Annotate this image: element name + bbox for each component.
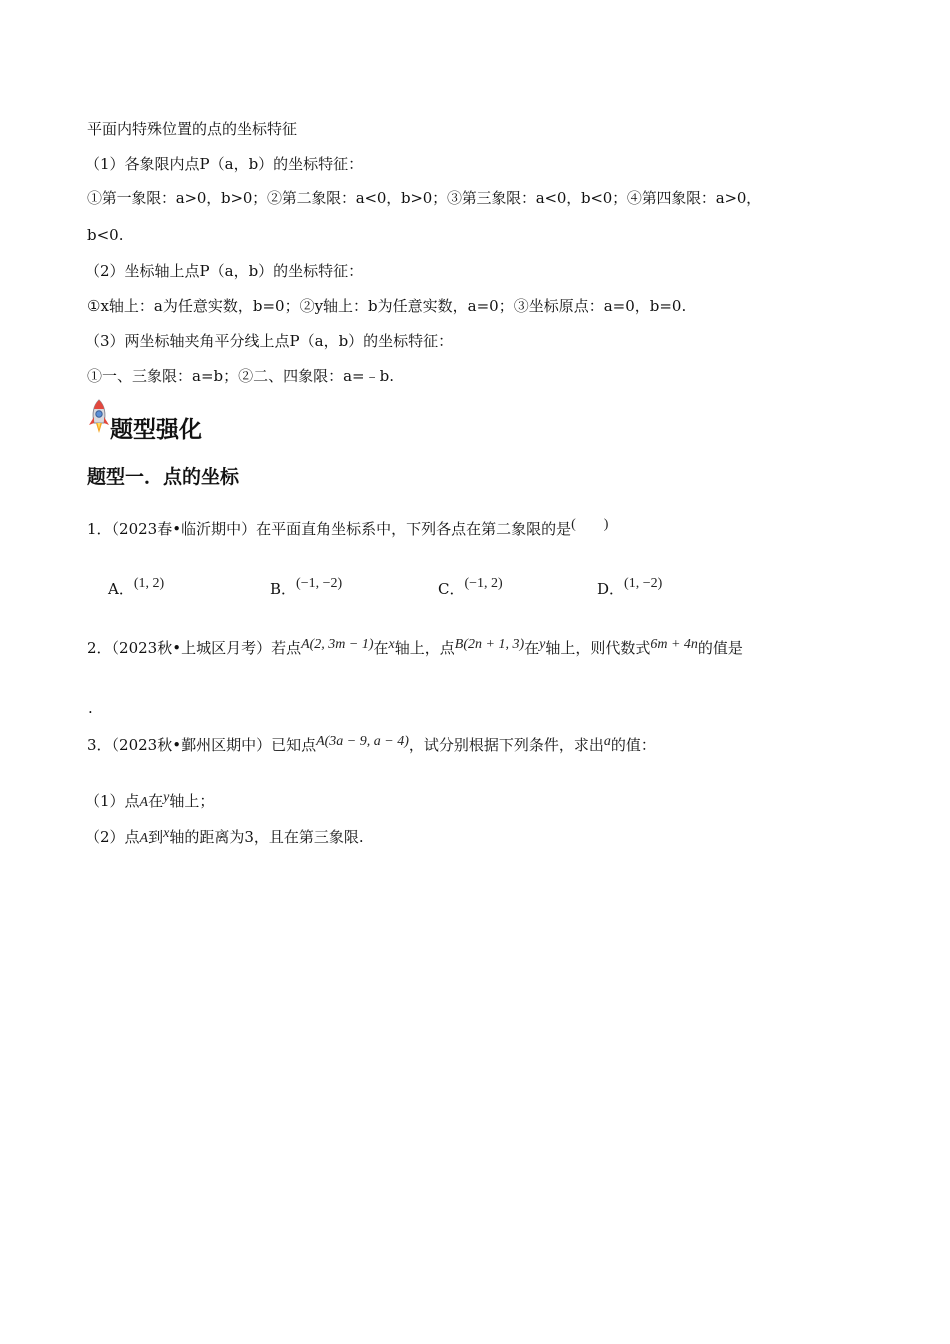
- question-text: 轴上，点: [394, 639, 455, 657]
- math-point-a: A(3a − 9, a − 4): [316, 734, 409, 749]
- summary-p2-body: ①x轴上：a为任意实数，b=0；②y轴上：b为任意实数，a=0；③坐标原点：a=0，b=0.: [87, 297, 687, 315]
- question-text: 在平面直角坐标系中，下列各点在第二象限的是: [256, 520, 572, 538]
- sub-question-text: 到: [148, 828, 164, 846]
- option-b[interactable]: [270, 576, 343, 601]
- section-subtitle: 题型一．点的坐标: [87, 466, 240, 488]
- question-3-sub-1: [85, 791, 214, 813]
- summary-title: 平面内特殊位置的点的坐标特征: [87, 120, 298, 138]
- math-point-b: B(2n + 1, 3): [454, 637, 525, 652]
- sub-question-text: （2）点: [85, 828, 140, 846]
- question-number: 1．: [87, 520, 112, 538]
- question-number: 3．: [87, 736, 112, 754]
- math-var-a-point: A: [139, 795, 149, 810]
- summary-p1-head: （1）各象限内点P（a，b）的坐标特征：: [85, 155, 364, 173]
- question-text: 在: [524, 639, 540, 657]
- math-var-a: a: [603, 734, 611, 749]
- option-value: (1, 2): [133, 576, 165, 591]
- math-point-a: A(2, 3m − 1): [301, 637, 374, 652]
- summary-p3-body: ①一、三象限：a=b；②二、四象限：a=﹣b.: [87, 367, 394, 385]
- option-a[interactable]: [108, 576, 165, 601]
- answer-bracket: ( ): [571, 517, 609, 532]
- math-var-y: y: [163, 790, 170, 805]
- question-source: （2023春•临沂期中）: [111, 520, 257, 538]
- math-var-a-point: A: [139, 831, 149, 846]
- summary-p3-head: （3）两坐标轴夹角平分线上点P（a，b）的坐标特征：: [85, 332, 454, 350]
- question-text: 已知点: [271, 736, 317, 754]
- question-text: 轴上，则代数式: [545, 639, 651, 657]
- question-3-stem: [87, 735, 656, 757]
- question-text: 在: [373, 639, 389, 657]
- question-2-end: .: [88, 699, 93, 717]
- option-d[interactable]: [597, 576, 663, 601]
- option-label: C．: [438, 580, 465, 598]
- question-number: 2．: [87, 639, 112, 657]
- question-text: ，试分别根据下列条件，求出: [408, 736, 604, 754]
- question-2-stem: [87, 638, 743, 660]
- option-value: (1, −2): [624, 576, 663, 591]
- sub-question-text: 在: [148, 792, 164, 810]
- section-title: 题型强化: [110, 417, 202, 443]
- option-label: B．: [270, 580, 297, 598]
- summary-p1-body-line1: ①第一象限：a>0，b>0；②第二象限：a<0，b>0；③第三象限：a<0，b<0；④第四象限：a>0，: [87, 189, 761, 207]
- question-1-stem: [87, 519, 608, 541]
- math-var-x: x: [163, 826, 170, 841]
- math-var-x: x: [388, 637, 395, 652]
- summary-p1-body-line2: b<0.: [87, 226, 124, 244]
- math-var-y: y: [539, 637, 546, 652]
- sub-question-text: 轴的距离为3，且在第三象限.: [169, 828, 364, 846]
- summary-p2-head: （2）坐标轴上点P（a，b）的坐标特征：: [85, 262, 364, 280]
- option-value: (−1, 2): [464, 576, 503, 591]
- rocket-icon: [86, 398, 112, 436]
- question-text: 的值是: [697, 639, 743, 657]
- question-3-sub-2: [85, 827, 364, 849]
- option-label: A．: [108, 580, 134, 598]
- question-text: 的值：: [610, 736, 656, 754]
- question-source: （2023秋•上城区月考）: [111, 639, 272, 657]
- option-c[interactable]: [438, 576, 503, 601]
- sub-question-text: 轴上；: [169, 792, 215, 810]
- sub-question-text: （1）点: [85, 792, 140, 810]
- question-text: 若点: [271, 639, 302, 657]
- option-value: (−1, −2): [296, 576, 343, 591]
- option-label: D．: [597, 580, 625, 598]
- question-source: （2023秋•鄞州区期中）: [111, 736, 272, 754]
- math-expression: 6m + 4n: [650, 637, 698, 652]
